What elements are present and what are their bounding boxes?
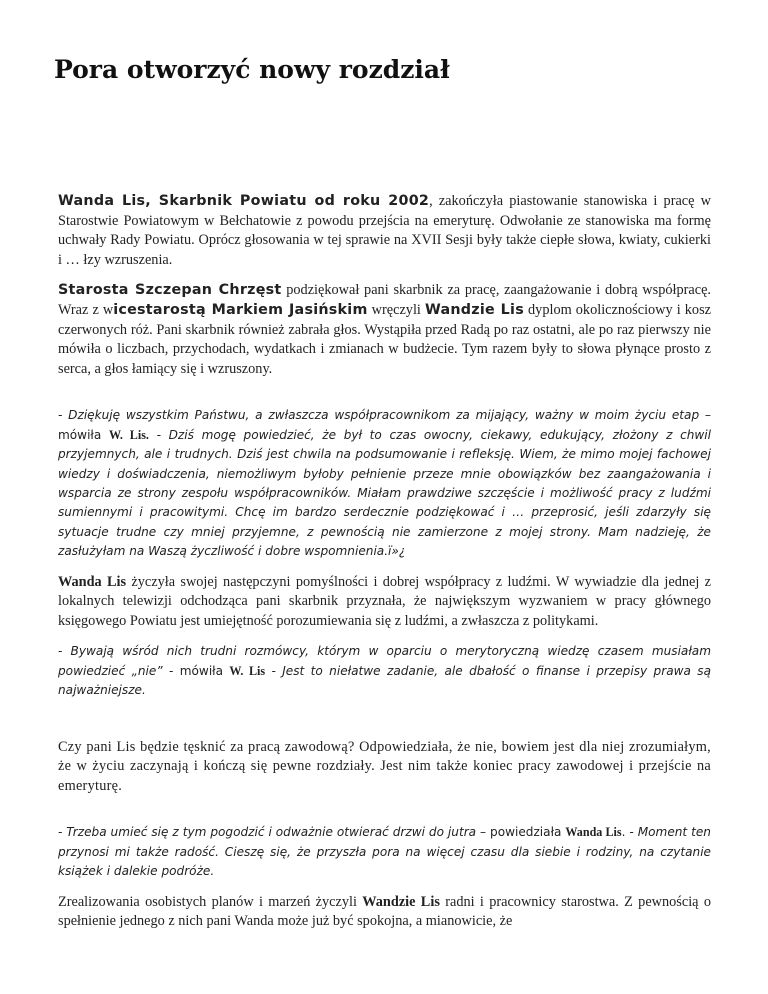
paragraph-text: Zrealizowania osobistych planów i marzeń życzyli	[58, 893, 363, 910]
quote-text: - Dziękuję wszystkim Państwu, a zwłaszcza współpracownikom za mijający, ważny w moim życiu etap	[58, 408, 700, 423]
quote-politicians	[58, 642, 711, 700]
paragraph-text: , zakończyła piastowanie stanowiska i pracę w Starostwie Powiatowym w Bełchatowie z powodu przejścia na emeryturę. Odwołanie ze stanowiska ma formę uchwały Rady Powiatu. Oprócz głosowania w tej sprawie na XVII Sesji były także ciepłe słowa, kwiaty, cukierki i … łzy wzruszenia.	[58, 193, 711, 268]
bold-name: Wanda Lis	[58, 573, 127, 590]
quote-text: - Bywają wśród nich trudni rozmówcy, którym w oparciu o merytoryczną wiedzę czasem musiałam powiedzieć „nie”	[58, 644, 711, 678]
bold-name: icestarostą Markiem Jasińskim	[113, 301, 368, 318]
quote-thanks	[58, 406, 711, 561]
paragraph-intro	[58, 192, 711, 270]
paragraph-closing	[58, 893, 711, 932]
paragraph-text: życzyła swojej następczyni pomyślności i dobrej współpracy z ludźmi. W wywiadzie dla jednej z lokalnych telewizji odchodząca pani skarbnik przyznała, że największym wyzwaniem w pracy głównego księgowego Powiatu jest umiejętność porozumiewania się z ludźmi, a zwłaszcza z politykami.	[58, 573, 711, 629]
paragraph-text: wręczyli	[367, 301, 425, 318]
paragraph-text: dyplom okolicznościowy i kosz czerwonych róż. Pani skarbnik również zabrała głos. Wystąpiła przed Radą po raz ostatni, ale po raz pierwszy nie mówiła o liczbach, przychodach, wydatkach i zmianach w budżecie. Tym razem były to słowa płynące prosto z serca, a głos łamiący się i wzruszony.	[58, 301, 711, 377]
bold-name: W. Lis	[229, 663, 266, 678]
bold-name: Wanda Lis, Skarbnik Powiatu od roku 2002	[58, 193, 430, 209]
paragraph-starosta	[58, 281, 711, 379]
paragraph-text: .	[621, 825, 630, 840]
bold-name: W. Lis.	[108, 427, 149, 442]
page-title: Pora otworzyć nowy rozdział	[54, 55, 450, 84]
paragraph-text: – mówiła	[58, 408, 711, 442]
quote-text: - Moment ten przynosi mi także radość. Cieszę się, że przyszła pora na więcej czasu dla siebie i rodziny, na czytanie książek i dalekie podróże.	[58, 825, 711, 879]
bold-name: Starosta Szczepan Chrzęst	[58, 282, 282, 299]
paragraph-text: - mówiła	[162, 663, 230, 678]
article-body	[58, 192, 711, 943]
paragraph-text: podziękował pani skarbnik za pracę, zaangażowanie i dobrą współpracę. Wraz z w	[58, 282, 711, 318]
bold-name: Wandzie Lis	[424, 301, 524, 318]
paragraph-question: Czy pani Lis będzie tęsknić za pracą zawodową? Odpowiedziała, że nie, bowiem jest dla niej zrozumiałym, że w życiu zaczynają i kończą się pewne rozdziały. Jest nim także koniec pracy zawodowej i przejście na emeryturę.	[58, 738, 711, 794]
bold-name: Wandzie Lis	[362, 893, 440, 910]
paragraph-text: – powiedziała	[476, 825, 566, 840]
quote-text: - Dziś mogę powiedzieć, że był to czas owocny, ciekawy, edukujący, złożony z chwil przyjemnych, ale i trudnych. Dziś jest chwila na podsumowanie i refleksję. Wiem, że mimo mojej fachowej wiedzy i doświadczenia, niemożliwym byłoby pełnienie przeze mnie obowiązków bez zaangażowania i wsparcia ze strony zespołu współpracowników. Miałam prawdziwe szczęście i możliwość pracy z ludźmi sumiennymi i pracowitymi. Chcę im bardzo serdecznie podziękować i … przeprosić, jeśli zdarzyły się sytuacje trudne czy mniej przyjemne, z pewnością nie zamierzone z mojej strony. Mam nadzieję, że zasłużyłam na Waszą życzliwość i dobre wspomnienia.ï»¿	[58, 427, 711, 559]
paragraph-wishes	[58, 573, 711, 632]
quote-new-chapter	[58, 823, 711, 881]
quote-text: - Jest to niełatwe zadanie, ale dbałość o finanse i przepisy prawa są najważniejsze.	[58, 663, 711, 698]
paragraph-text: radni i pracownicy starostwa. Z pewnością o spełnienie jednego z nich pani Wanda może już być spokojna, a mianowicie, że	[58, 893, 711, 930]
quote-text: - Trzeba umieć się z tym pogodzić i odważnie otwierać drzwi do jutra	[58, 825, 477, 840]
bold-name: Wanda Lis	[565, 825, 622, 840]
